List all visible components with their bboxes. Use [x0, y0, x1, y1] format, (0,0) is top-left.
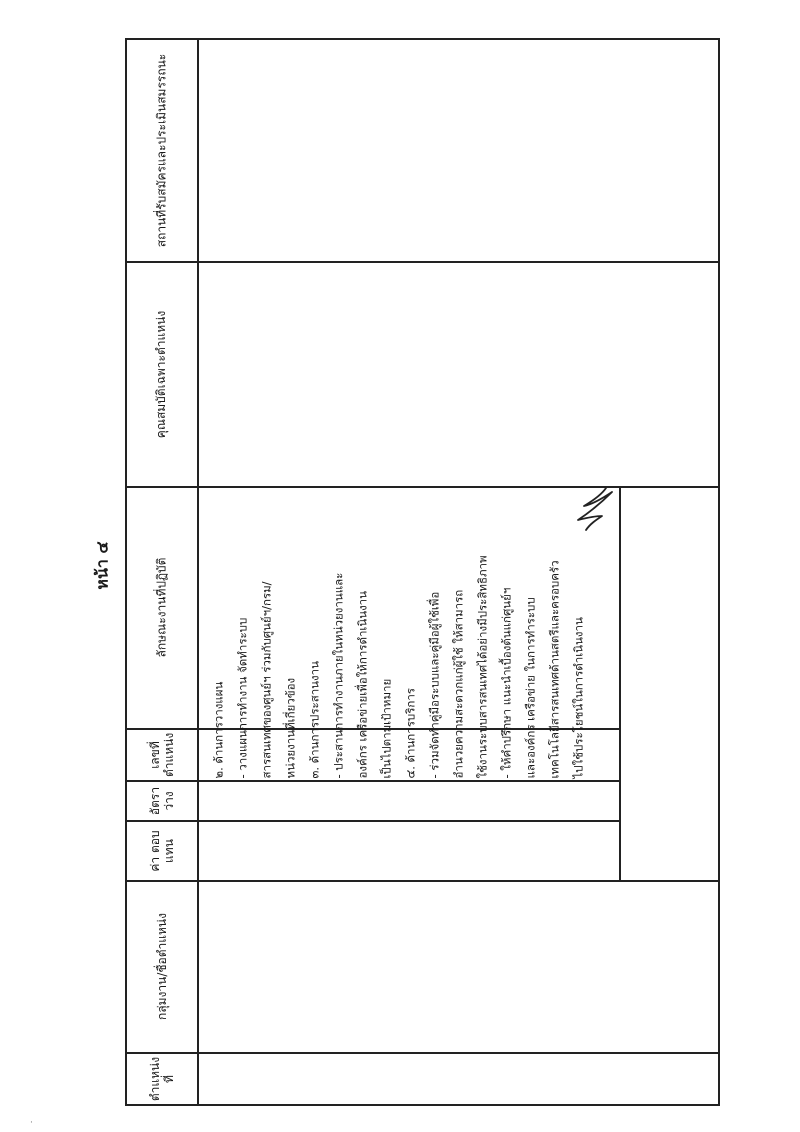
header-headcount-text: อัตรา ว่าง	[148, 786, 176, 815]
header-duties	[127, 487, 197, 728]
duty-line: สารสนเทศของศูนย์ฯ ร่วมกับศูนย์ฯ/กรม/	[259, 580, 273, 778]
row-divider-7	[125, 1052, 720, 1054]
page-number	[78, 540, 128, 590]
header-seq-no-text: ตำแหน่ง ที่	[148, 1056, 176, 1101]
duty-line: - วางแผนการทำงาน จัดทำระบบ	[235, 617, 249, 778]
header-compensation-text: ค่า ตอบ แทน	[148, 829, 176, 872]
table-border-top	[125, 38, 720, 40]
row-divider-6	[125, 880, 720, 882]
duty-line: เป็นไปตามเป้าหมาย	[379, 678, 393, 778]
header-seq-no	[127, 1053, 197, 1104]
header-application-place	[127, 40, 197, 261]
header-position-no-text: เลขที่ ตำแหน่ง	[148, 732, 176, 777]
duty-line: - ร่วมจัดทำคู่มือระบบและคู่มือผู้ใช้เพื่อ	[427, 591, 441, 778]
duty-line: อำนวยความสะดวกแก่ผู้ใช้ ให้สามารถ	[451, 589, 465, 778]
header-position-no	[127, 729, 197, 780]
duty-line: และองค์กร เครือข่าย ในการทำระบบ	[523, 596, 537, 778]
duty-line: องค์กร เครือข่ายเพื่อให้การดำเนินงาน	[355, 590, 369, 778]
table-border-right	[718, 38, 720, 1106]
row-divider-1	[125, 261, 720, 263]
header-qualifications	[127, 262, 197, 486]
header-compensation	[127, 821, 197, 880]
header-group-position	[127, 881, 197, 1052]
duty-line: ไปใช้ประโยชน์ในการดำเนินงาน	[571, 616, 585, 778]
duty-line: - ให้คำปรึกษา แนะนำเบื้องต้นแก่ศูนย์ฯ	[499, 587, 513, 778]
signature-mark	[572, 486, 622, 532]
page-number-text: หน้า ๔	[92, 540, 112, 590]
duty-line: เทคโนโลยีสารสนเทศด้านสตรีและครอบครัว	[547, 559, 561, 778]
duties-cell	[198, 487, 619, 788]
duty-line: ๒. ด้านการวางแผน	[211, 681, 225, 778]
table-border-bottom	[125, 1104, 720, 1106]
duty-line: ๓. ด้านการประสานงาน	[307, 660, 321, 778]
duties-text-block	[198, 487, 619, 788]
duty-line: หน่วยงานที่เกี่ยวข้อง	[283, 677, 297, 778]
row-divider-5	[125, 820, 620, 822]
duty-line: - ประสานการทำงานภายในหน่วยงานและ	[331, 572, 345, 778]
header-headcount	[127, 781, 197, 820]
duty-line: ๔. ด้านการบริการ	[403, 687, 417, 778]
header-group-position-text: กลุ่มงาน/ชื่อตำแหน่ง	[154, 913, 169, 1020]
duty-line: ใช้งานระบบสารสนเทศได้อย่างมีประสิทธิภาพ	[475, 554, 489, 778]
scan-speck: ·	[30, 1118, 33, 1128]
header-application-place-text: สถานที่รับสมัครและประเมินสมรรถนะ	[154, 53, 169, 248]
header-duties-text: ลักษณะงานที่ปฏิบัติ	[154, 557, 169, 658]
header-qualifications-text: คุณสมบัติเฉพาะตำแหน่ง	[154, 310, 169, 438]
